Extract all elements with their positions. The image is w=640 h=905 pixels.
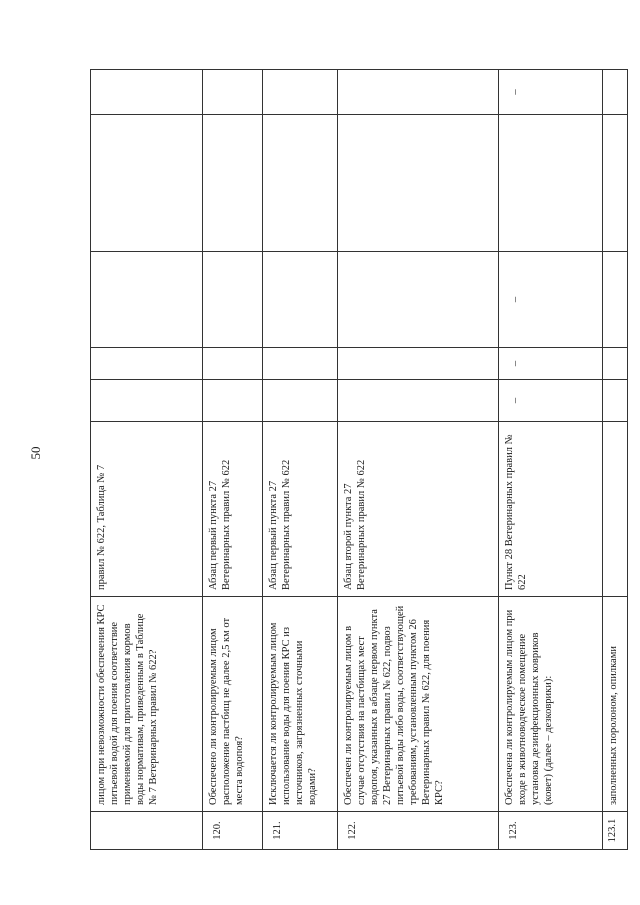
row-number: 120. [202, 812, 262, 850]
table-row [263, 70, 338, 850]
answer-cell [603, 380, 628, 422]
answer-cell [603, 70, 628, 115]
answer-cell [338, 348, 499, 380]
requirement-cell: правил № 622, Таблица № 7 [91, 422, 203, 597]
question-cell: Обеспечен ли контролируемым лицом в случае отсутствия на пастбищах мест водопоя, указанных в абзаце первом пункта 27 Ветеринарных правил № 622, подвоз питьевой воды либо воды, соответствующей требованиям, установленным пунктом 26 Ветеринарных правил № 622, для поения КРС? [338, 597, 499, 812]
answer-cell: – [499, 252, 603, 348]
answer-cell [603, 348, 628, 380]
answer-cell [202, 380, 262, 422]
answer-cell [338, 380, 499, 422]
answer-cell [603, 252, 628, 348]
answer-cell [603, 115, 628, 252]
question-cell: лицом при невозможности обеспечения КРС питьевой водой для поения соответствие применяемой для приготовления кормов воды нормативам, приведенным в Таблице № 7 Ветеринарных правил № 622? [91, 597, 203, 812]
row-number: 123.1 [603, 812, 628, 850]
requirement-cell: Абзац первый пункта 27 Ветеринарных правил № 622 [202, 422, 262, 597]
answer-cell [338, 252, 499, 348]
table-row [338, 70, 499, 850]
question-cell: Исключается ли контролируемым лицом использование воды для поения КРС из источников, загрязненных сточными водами? [263, 597, 338, 812]
question-cell: заполненных поролоном, опилками [603, 597, 628, 812]
page-number: 50 [28, 446, 43, 460]
answer-cell [202, 252, 262, 348]
requirement-cell: Абзац второй пункта 27 Ветеринарных правил № 622 [338, 422, 499, 597]
answer-cell [91, 348, 203, 380]
table-row [499, 70, 603, 850]
answer-cell [263, 252, 338, 348]
answer-cell [202, 70, 262, 115]
table-row [603, 70, 628, 850]
answer-cell [91, 115, 203, 252]
answer-cell [338, 115, 499, 252]
row-number: 122. [338, 812, 499, 850]
question-cell: Обеспечена ли контролируемым лицом при входе в животноводческое помещение установка дезинфекционных ковриков (ковет) (далее – дезковрики): [499, 597, 603, 812]
question-cell: Обеспечено ли контролируемым лицом расположение пастбищ не далее 2,5 км от места водопоя? [202, 597, 262, 812]
answer-cell [499, 115, 603, 252]
requirement-cell: Пункт 28 Ветеринарных правил № 622 [499, 422, 603, 597]
answer-cell [263, 348, 338, 380]
answer-cell [91, 380, 203, 422]
answer-cell: – [499, 348, 603, 380]
answer-cell: – [499, 70, 603, 115]
answer-cell [263, 115, 338, 252]
answer-cell [202, 348, 262, 380]
row-number [91, 812, 203, 850]
answer-cell [91, 70, 203, 115]
answer-cell [263, 380, 338, 422]
answer-cell [263, 70, 338, 115]
answer-cell: – [499, 380, 603, 422]
row-number: 123. [499, 812, 603, 850]
requirement-cell: Абзац первый пункта 27 Ветеринарных правил № 622 [263, 422, 338, 597]
answer-cell [338, 70, 499, 115]
row-number: 121. [263, 812, 338, 850]
rotated-table-container [90, 70, 628, 850]
answer-cell [202, 115, 262, 252]
answer-cell [91, 252, 203, 348]
table-row [202, 70, 262, 850]
requirement-cell [603, 422, 628, 597]
checklist-table [90, 69, 628, 850]
table-row [91, 70, 203, 850]
